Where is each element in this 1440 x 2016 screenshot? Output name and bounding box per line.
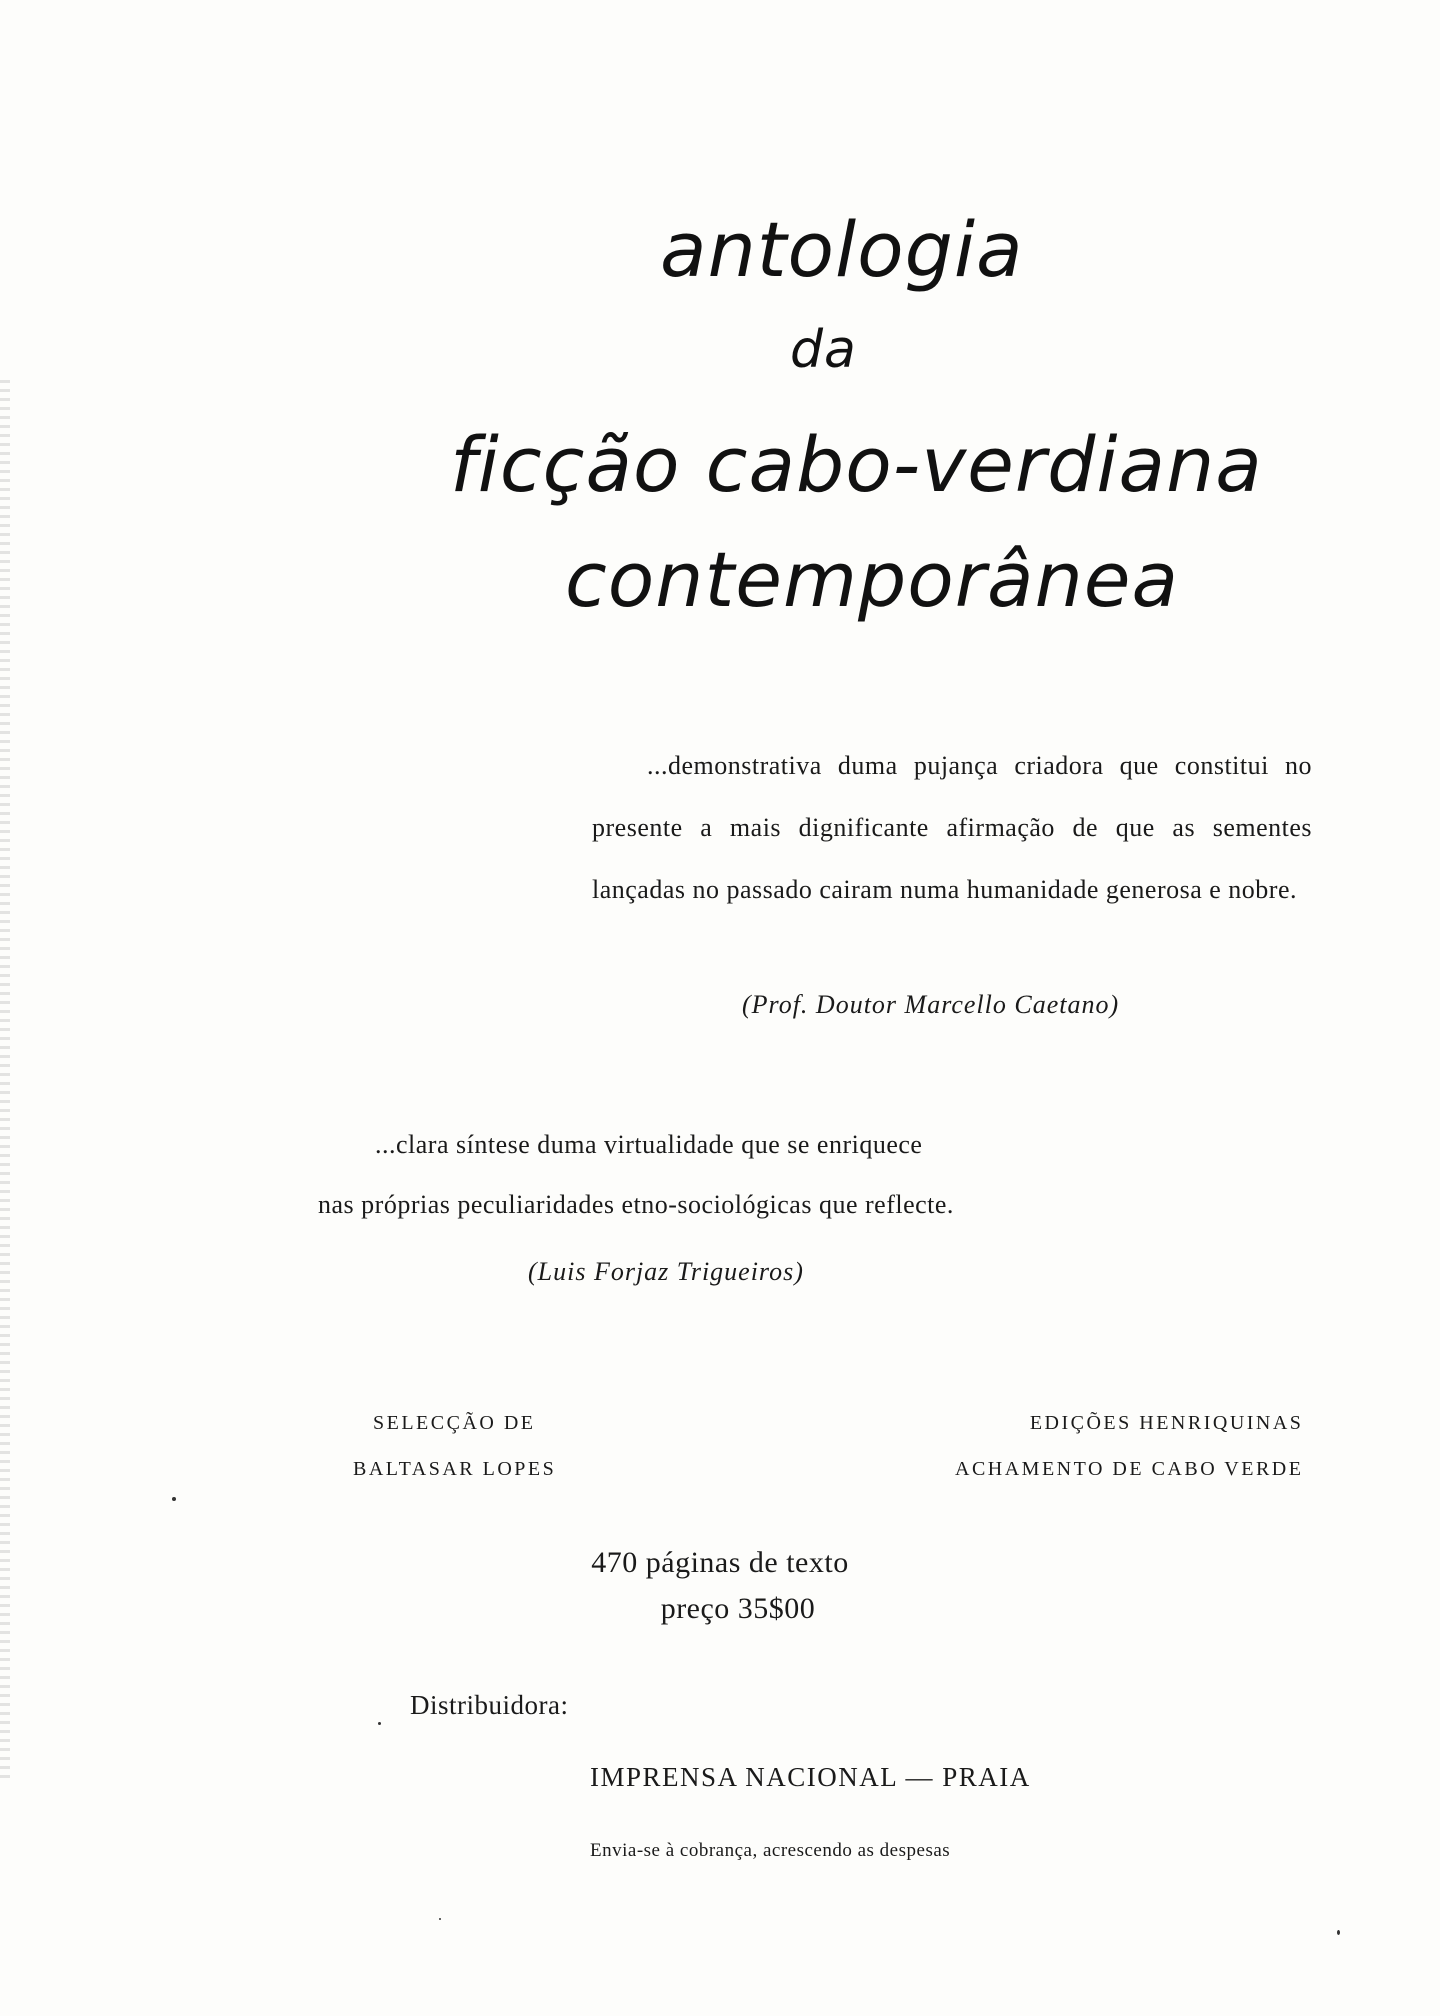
- quote-trigueiros-line2: nas próprias peculiaridades etno-sociológicas que reflecte.: [318, 1190, 954, 1219]
- scan-speck: [439, 1918, 441, 1920]
- quote-trigueiros: [318, 1115, 1053, 1235]
- shipping-note: Envia-se à cobrança, acrescendo as despesas: [590, 1840, 951, 1861]
- quote-caetano-attribution: (Prof. Doutor Marcello Caetano): [742, 990, 1120, 1019]
- quote-caetano: [592, 735, 1312, 921]
- title-antologia: antologia: [660, 205, 1024, 294]
- distributor-name: IMPRENSA NACIONAL — PRAIA: [590, 1762, 1031, 1792]
- scan-speck: [378, 1722, 381, 1725]
- title-da: da: [790, 320, 857, 380]
- price: preço 35$00: [660, 1592, 816, 1625]
- selection-line1: SELECÇÃO DE: [373, 1412, 536, 1434]
- edition-credit: [955, 1400, 1303, 1492]
- quote-caetano-text: ...demonstrativa duma pujança criadora que constitui no presente a mais dignificante afirmação de que as sementes lançadas no passado cairam numa humanidade generosa e nobre.: [592, 751, 1312, 904]
- selection-line2: BALTASAR LOPES: [353, 1458, 557, 1480]
- edition-line2: ACHAMENTO DE CABO VERDE: [955, 1458, 1304, 1480]
- book-details: [0, 1540, 1440, 1632]
- title-contemporanea: contemporânea: [565, 535, 1180, 624]
- distributor-label: Distribuidora:: [410, 1690, 569, 1720]
- quote-trigueiros-attribution: (Luis Forjaz Trigueiros): [528, 1257, 804, 1286]
- scan-speck: [1337, 1930, 1340, 1935]
- selection-credit: [353, 1400, 557, 1492]
- page-count: 470 páginas de texto: [591, 1546, 849, 1579]
- title-ficcao-cabo-verdiana: ficção cabo-verdiana: [450, 420, 1263, 509]
- scan-speck: [172, 1497, 176, 1501]
- quote-trigueiros-line1: ...clara síntese duma virtualidade que se enriquece: [375, 1130, 923, 1159]
- edition-line1: EDIÇÕES HENRIQUINAS: [1029, 1412, 1304, 1434]
